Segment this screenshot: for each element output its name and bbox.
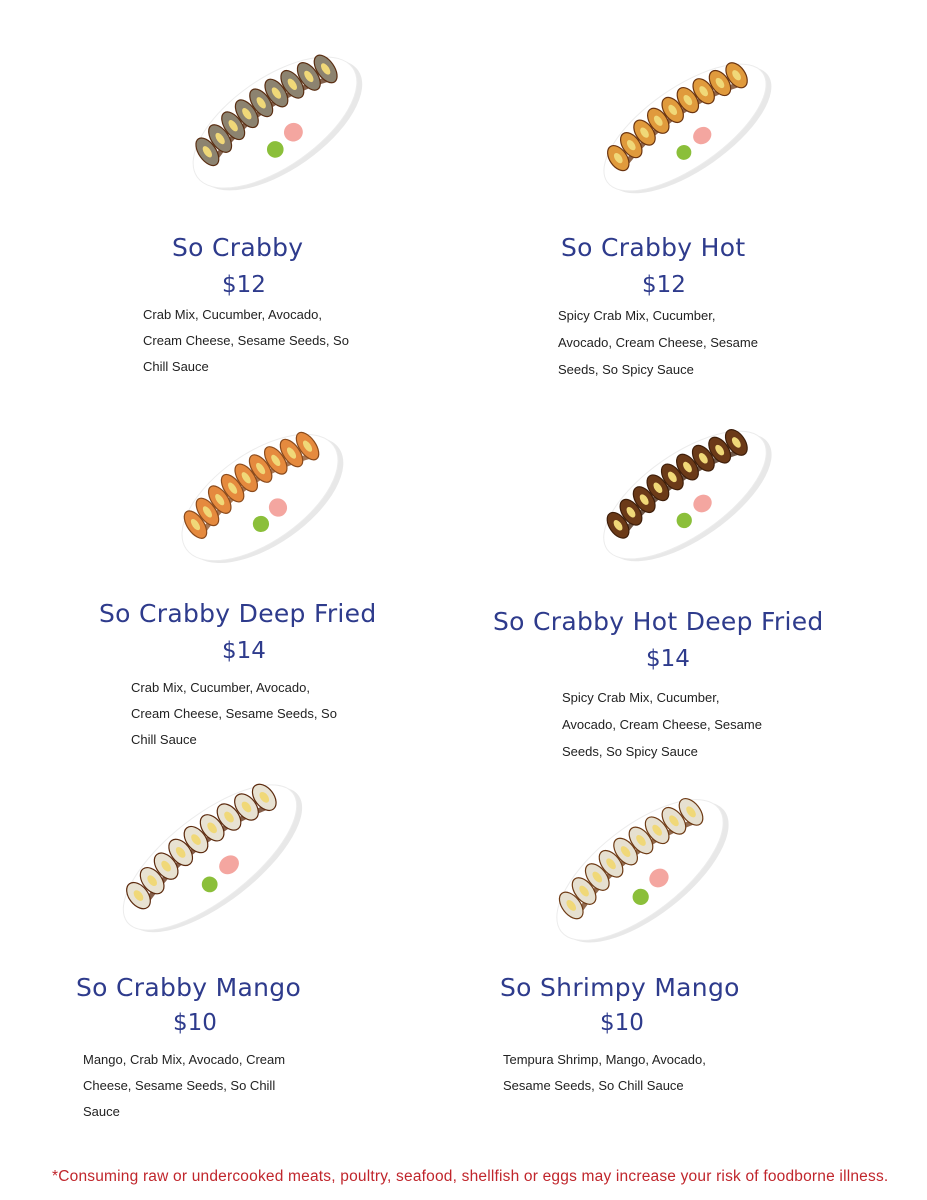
- item-description: Spicy Crab Mix, Cucumber, Avocado, Cream Cheese, Sesame Seeds, So Spicy Sauce: [562, 690, 762, 759]
- foodborne-illness-disclaimer: *Consuming raw or undercooked meats, poultry, seafood, shellfish or eggs may increase your risk of foodborne illness.: [52, 1168, 889, 1185]
- item-description: Spicy Crab Mix, Cucumber, Avocado, Cream Cheese, Sesame Seeds, So Spicy Sauce: [558, 308, 758, 377]
- sushi-roll-image: [590, 410, 780, 580]
- item-price: $14: [646, 646, 690, 672]
- item-description: Crab Mix, Cucumber, Avocado, Cream Cheese, Sesame Seeds, So Chill Sauce: [143, 307, 349, 374]
- item-price: $12: [642, 272, 686, 298]
- item-name: So Crabby Mango: [76, 973, 302, 1002]
- item-description: Mango, Crab Mix, Avocado, Cream Cheese, Sesame Seeds, So Chill Sauce: [83, 1052, 286, 1119]
- item-name: So Crabby Hot: [561, 233, 746, 262]
- sushi-roll-image: [540, 780, 740, 960]
- item-price: $10: [173, 1010, 217, 1036]
- item-name: So Crabby Deep Fried: [99, 599, 377, 628]
- sushi-roll-image: [180, 30, 370, 215]
- sushi-plate-illustration: [170, 405, 350, 590]
- item-description: Tempura Shrimp, Mango, Avocado, Sesame Seeds, So Chill Sauce: [503, 1052, 706, 1093]
- sushi-roll-image: [105, 770, 315, 945]
- sushi-plate-illustration: [590, 45, 780, 210]
- item-name: So Shrimpy Mango: [500, 973, 740, 1002]
- sushi-plate-illustration: [590, 410, 780, 580]
- item-name: So Crabby Hot Deep Fried: [493, 607, 824, 636]
- item-price: $10: [600, 1010, 644, 1036]
- sushi-roll-image: [170, 405, 350, 590]
- item-price: $12: [222, 272, 266, 298]
- item-name: So Crabby: [172, 233, 304, 262]
- sushi-roll-image: [590, 45, 780, 210]
- item-description: Crab Mix, Cucumber, Avocado, Cream Cheese, Sesame Seeds, So Chill Sauce: [131, 680, 337, 747]
- sushi-plate-illustration: [540, 780, 740, 960]
- sushi-plate-illustration: [105, 770, 315, 945]
- item-price: $14: [222, 638, 266, 664]
- sushi-plate-illustration: [180, 30, 370, 215]
